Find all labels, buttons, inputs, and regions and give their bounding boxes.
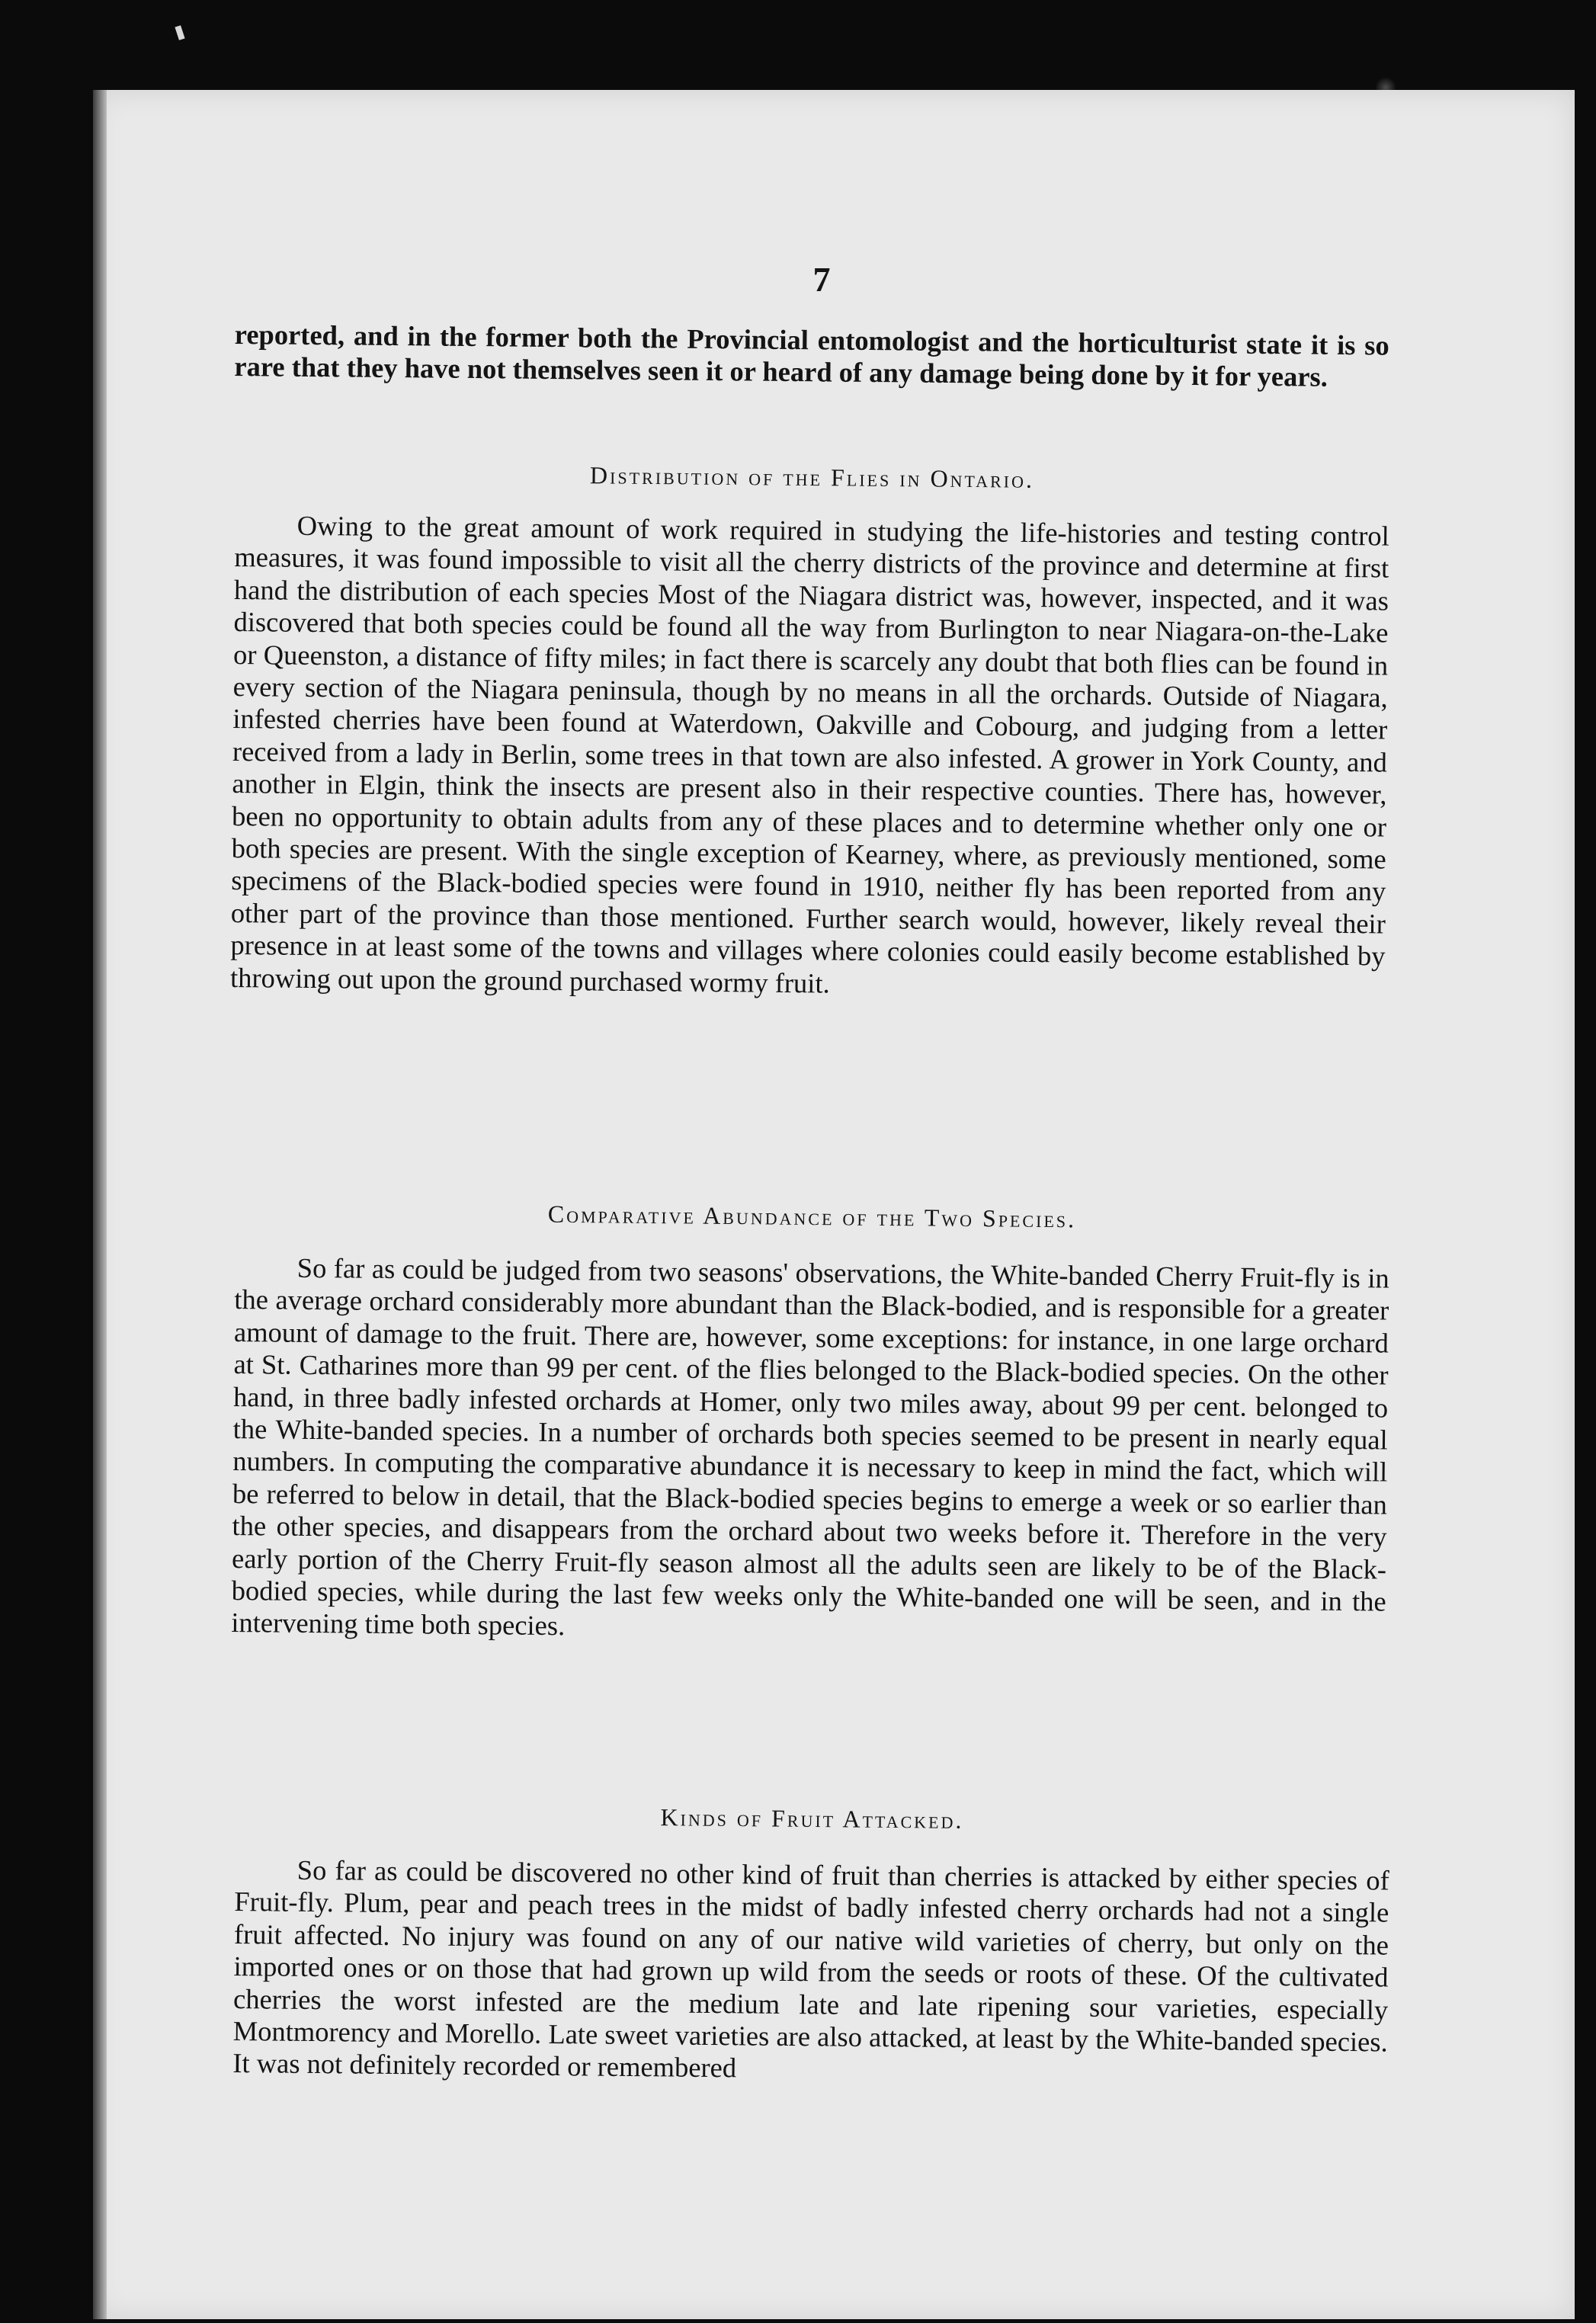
paragraph-text: Owing to the great amount of work required in studying the life-histories and testing control measures, it was found impossible to visit all the cherry districts of the province and determine at first hand the distribution of each species Most of the Niagara district was, however, inspected, and it was discovered that both species could be found all the way from Burlington to near Niagara-on-the-Lake or Queenston, a distance of fifty miles; in fact there is scarcely any doubt that both flies can be found in every section of the Niagara peninsula, though by no means in all the orchards. Outside of Niagara, infested cherries have been found at Waterdown, Oakville and Cobourg, and judging from a letter received from a lady in Berlin, some trees in that town are also infested. A grower in York County, and another in Elgin, think the insects are present also in their respective counties. There has, however, been no opportunity to obtain adults from any of these places and to determine whether only one or both species are present. With the single exception of Kearney, where, as previously mentioned, some specimens of the Black-bodied species were found in 1910, neither fly has been reported from any other part of the province than those mentioned. Further search would, however, likely reveal their presence in at least some of the towns and villages where colonies could easily become established by throwing out upon the ground purchased wormy fruit. <box>229 509 1389 999</box>
page-number: 7 <box>812 260 831 299</box>
section-heading-kinds-of-fruit: Kinds of Fruit Attacked. <box>660 1803 964 1834</box>
scan-speck <box>175 25 184 40</box>
section-heading-distribution: Distribution of the Flies in Ontario. <box>589 461 1035 493</box>
section-heading-comparative-abundance: Comparative Abundance of the Two Species. <box>547 1200 1077 1233</box>
continuation-paragraph <box>234 319 1389 394</box>
paragraph-text: So far as could be discovered no other kind of fruit than cherries is attacked by either species of Fruit-fly. Plum, pear and peach trees in the midst of badly infested cherry orchards had not a single fruit affected. No injury was found on any of our native wild varieties of cherry, but only on the imported ones or on those that had grown up wild from the seeds or roots of these. Of the cultivated cherries the worst infested are the medium late and late ripening sour varieties, especially Montmorency and Morello. Late sweet varieties are also attacked, at least by the White-banded species. It was not definitely recorded or remembered <box>232 1854 1389 2084</box>
paragraph-text: reported, and in the former both the Provincial entomologist and the horticulturist state it is so rare that they have not themselves seen it or heard of any damage being done by it for years. <box>234 319 1389 393</box>
section-body-distribution <box>230 509 1389 1005</box>
paragraph-text: So far as could be judged from two seasons' observations, the White-banded Cherry Fruit-fly is in the average orchard considerably more abundant than the Black-bodied, and is responsible for a greater amount of damage to the fruit. There are, however, some exceptions: for instance, in one large orchard at St. Catharines more than 99 per cent. of the flies belonged to the Black-bodied species. On the other hand, in three badly infested orchards at Homer, only two miles away, about 99 per cent. belonged to the White-banded species. In a number of orchards both species seemed to be present in nearly equal numbers. In computing the comparative abundance it is necessary to keep in mind the fact, which will be referred to below in detail, that the Black-bodied species begins to emerge a week or so earlier than the other species, and disappears from the orchard about two weeks before it. Therefore in the very early portion of the Cherry Fruit-fly season almost all the adults seen are likely to be of the Black-bodied species, while during the last few weeks only the White-banded one will be seen, and in the intervening time both species. <box>231 1251 1389 1642</box>
page-binding-edge <box>93 90 107 2319</box>
section-body-comparative-abundance <box>231 1251 1389 1650</box>
section-body-kinds-of-fruit <box>232 1854 1389 2091</box>
